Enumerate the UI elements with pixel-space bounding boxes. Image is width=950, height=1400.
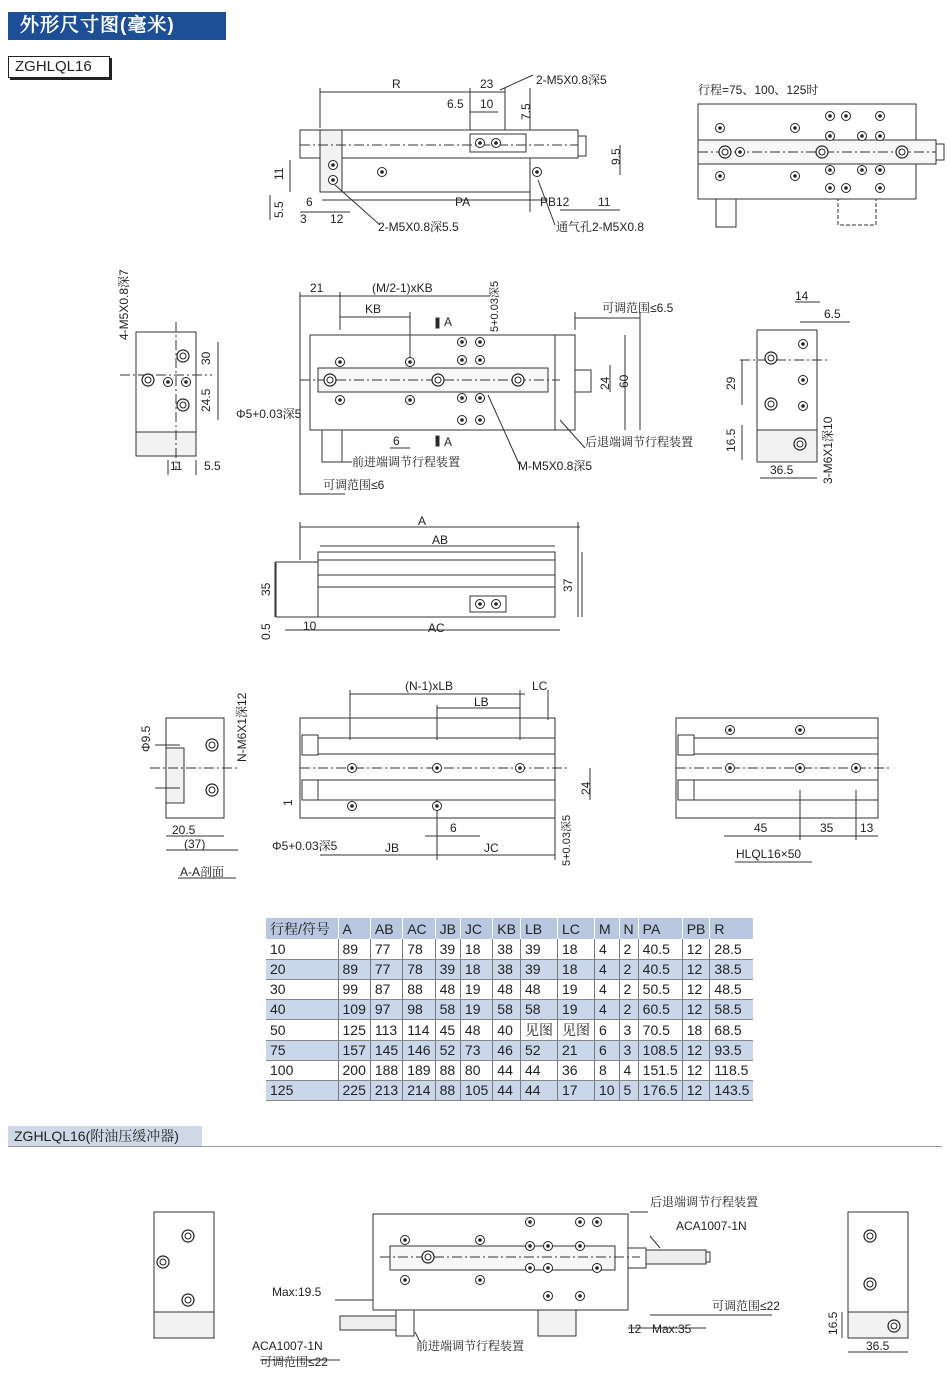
- table-cell: 12: [682, 939, 710, 959]
- table-cell: 118.5: [710, 1060, 754, 1080]
- table-cell: 88: [435, 1080, 460, 1100]
- table-cell: 97: [370, 999, 402, 1019]
- table-header-cell: AB: [370, 918, 402, 939]
- table-cell: 58.5: [710, 999, 754, 1019]
- svg-text:16.5: 16.5: [826, 1311, 840, 1335]
- svg-text:5+0.03深5: 5+0.03深5: [561, 814, 573, 866]
- svg-text:2-M5X0.8深5: 2-M5X0.8深5: [536, 73, 607, 87]
- table-cell: 39: [520, 939, 557, 959]
- table-cell: 5: [619, 1080, 638, 1100]
- table-cell: 78: [403, 939, 435, 959]
- svg-text:可调范围≤22: 可调范围≤22: [712, 1299, 780, 1313]
- svg-text:PA: PA: [455, 195, 471, 209]
- table-cell: 52: [435, 1040, 460, 1060]
- svg-text:30: 30: [199, 351, 213, 365]
- svg-text:4-M5X0.8深7: 4-M5X0.8深7: [117, 269, 131, 340]
- table-cell: 3: [619, 1040, 638, 1060]
- table-body: [266, 939, 753, 1100]
- svg-text:A: A: [444, 315, 453, 329]
- table-cell: 18: [682, 1019, 710, 1040]
- table-cell: 98: [403, 999, 435, 1019]
- svg-text:Φ5+0.03深5: Φ5+0.03深5: [272, 839, 338, 853]
- svg-text:Max:19.5: Max:19.5: [272, 1285, 322, 1299]
- table-cell: 225: [338, 1080, 370, 1100]
- table-cell: 36: [557, 1060, 594, 1080]
- table-cell: 48: [520, 979, 557, 999]
- table-cell: 113: [370, 1019, 402, 1040]
- svg-text:0.5: 0.5: [259, 623, 273, 640]
- table-row: [266, 959, 753, 979]
- table-cell: 18: [460, 939, 492, 959]
- svg-text:行程=75、100、125时: 行程=75、100、125时: [698, 83, 819, 97]
- table-cell: 93.5: [710, 1040, 754, 1060]
- table-header-cell: PB: [682, 918, 710, 939]
- side-view: [275, 522, 582, 630]
- table-cell: 58: [520, 999, 557, 1019]
- svg-text:JC: JC: [484, 841, 499, 855]
- svg-text:24: 24: [579, 781, 593, 795]
- top-plan-view: [698, 104, 944, 227]
- svg-text:35: 35: [820, 821, 834, 835]
- svg-text:A-A剖面: A-A剖面: [180, 865, 225, 879]
- svg-text:Φ9.5: Φ9.5: [139, 725, 153, 752]
- buffer-plan-view: [260, 1212, 772, 1360]
- svg-text:A: A: [418, 514, 427, 528]
- table-cell: 48: [493, 979, 521, 999]
- svg-text:24: 24: [598, 376, 612, 390]
- svg-text:ACA1007-1N: ACA1007-1N: [252, 1339, 323, 1353]
- svg-text:可调范围≤6.5: 可调范围≤6.5: [602, 301, 674, 315]
- table-cell: 50.5: [638, 979, 682, 999]
- table-cell: 125: [338, 1019, 370, 1040]
- svg-text:JB: JB: [385, 841, 400, 855]
- svg-text:AC: AC: [428, 621, 445, 635]
- table-cell: 12: [682, 959, 710, 979]
- table-cell: 88: [435, 1060, 460, 1080]
- svg-text:前进端调节行程装置: 前进端调节行程装置: [416, 1339, 525, 1353]
- svg-text:16.5: 16.5: [724, 428, 738, 452]
- table-cell: 18: [460, 959, 492, 979]
- table-cell: 2: [619, 939, 638, 959]
- svg-text:6: 6: [306, 195, 313, 209]
- table-cell: 157: [338, 1040, 370, 1060]
- table-cell: 125: [266, 1080, 338, 1100]
- table-cell: 39: [520, 959, 557, 979]
- table-cell: 189: [403, 1060, 435, 1080]
- table-cell: 4: [619, 1060, 638, 1080]
- svg-text:60: 60: [617, 374, 631, 388]
- svg-text:1: 1: [281, 799, 295, 806]
- table-cell: 48.5: [710, 979, 754, 999]
- svg-text:LC: LC: [532, 679, 548, 693]
- svg-text:14: 14: [795, 289, 809, 303]
- table-cell: 176.5: [638, 1080, 682, 1100]
- svg-text:A: A: [444, 435, 453, 449]
- svg-text:6: 6: [450, 821, 457, 835]
- table-cell: 48: [435, 979, 460, 999]
- svg-text:3: 3: [300, 212, 307, 226]
- table-cell: 44: [520, 1060, 557, 1080]
- table-cell: 40.5: [638, 939, 682, 959]
- table-cell: 70.5: [638, 1019, 682, 1040]
- table-row: [266, 979, 753, 999]
- table-cell: 18: [557, 939, 594, 959]
- table-cell: 87: [370, 979, 402, 999]
- dimension-table: [266, 918, 753, 1101]
- table-cell: 44: [520, 1080, 557, 1100]
- table-cell: 108.5: [638, 1040, 682, 1060]
- table-cell: 200: [338, 1060, 370, 1080]
- table-cell: 17: [557, 1080, 594, 1100]
- table-cell: 2: [619, 979, 638, 999]
- table-cell: 77: [370, 959, 402, 979]
- svg-text:M-M5X0.8深5: M-M5X0.8深5: [518, 459, 593, 473]
- table-cell: 99: [338, 979, 370, 999]
- table-cell: 28.5: [710, 939, 754, 959]
- table-cell: 52: [520, 1040, 557, 1060]
- svg-text:20.5: 20.5: [172, 823, 196, 837]
- table-row: [266, 1040, 753, 1060]
- table-cell: 38: [493, 959, 521, 979]
- table-cell: 6: [594, 1040, 619, 1060]
- svg-text:12: 12: [628, 1322, 642, 1336]
- table-cell: 12: [682, 979, 710, 999]
- svg-text:11: 11: [272, 167, 286, 180]
- svg-text:36.5: 36.5: [866, 1339, 890, 1353]
- svg-text:37: 37: [561, 578, 575, 592]
- svg-text:ACA1007-1N: ACA1007-1N: [676, 1219, 747, 1233]
- table-cell: 4: [594, 959, 619, 979]
- table-cell: 10: [594, 1080, 619, 1100]
- table-header-cell: LB: [520, 918, 557, 939]
- table-cell: 40: [266, 999, 338, 1019]
- svg-text:LB: LB: [474, 695, 489, 709]
- table-cell: 38: [493, 939, 521, 959]
- table-cell: 12: [682, 1060, 710, 1080]
- svg-text:通气孔2-M5X0.8: 通气孔2-M5X0.8: [556, 220, 645, 234]
- table-cell: 40: [493, 1019, 521, 1040]
- divider: [8, 1146, 942, 1147]
- table-cell: 12: [682, 1080, 710, 1100]
- table-header-cell: N: [619, 918, 638, 939]
- table-header-cell: 行程/符号: [266, 918, 338, 939]
- svg-text:PB12: PB12: [540, 195, 570, 209]
- model-label-buffer: ZGHLQL16(附油压缓冲器): [8, 1126, 202, 1146]
- svg-text:KB: KB: [365, 302, 382, 316]
- svg-text:AB: AB: [432, 533, 449, 547]
- svg-text:45: 45: [754, 821, 768, 835]
- svg-text:后退端调节行程装置: 后退端调节行程装置: [585, 435, 694, 449]
- table-cell: 146: [403, 1040, 435, 1060]
- table-cell: 46: [493, 1040, 521, 1060]
- table-row: [266, 939, 753, 959]
- table-cell: 12: [682, 1040, 710, 1060]
- table-cell: 50: [266, 1019, 338, 1040]
- table-cell: 39: [435, 959, 460, 979]
- table-cell: 188: [370, 1060, 402, 1080]
- svg-text:11: 11: [170, 459, 183, 473]
- svg-text:N-M6X1深12: N-M6X1深12: [235, 692, 249, 762]
- svg-text:24.5: 24.5: [199, 388, 213, 412]
- svg-text:Max:35: Max:35: [652, 1322, 692, 1336]
- svg-text:2-M5X0.8深5.5: 2-M5X0.8深5.5: [378, 220, 459, 234]
- table-cell: 19: [557, 999, 594, 1019]
- table-header-cell: R: [710, 918, 754, 939]
- table-header-cell: KB: [493, 918, 521, 939]
- svg-text:36.5: 36.5: [770, 463, 794, 477]
- table-cell: 214: [403, 1080, 435, 1100]
- svg-text:6: 6: [393, 434, 400, 448]
- svg-text:21: 21: [310, 281, 324, 295]
- table-cell: 21: [557, 1040, 594, 1060]
- table-cell: 6: [594, 1019, 619, 1040]
- table-cell: 58: [493, 999, 521, 1019]
- hlql-plan-view: [676, 718, 890, 862]
- table-cell: 145: [370, 1040, 402, 1060]
- table-cell: 10: [266, 939, 338, 959]
- svg-text:5+0.03深5: 5+0.03深5: [489, 280, 501, 332]
- svg-text:6.5: 6.5: [447, 97, 464, 111]
- table-cell: 2: [619, 959, 638, 979]
- table-cell: 58: [435, 999, 460, 1019]
- bottom-plan-view: [300, 690, 590, 860]
- svg-text:35: 35: [259, 582, 273, 596]
- svg-text:6.5: 6.5: [824, 307, 841, 321]
- table-cell: 44: [493, 1080, 521, 1100]
- table-cell: 20: [266, 959, 338, 979]
- table-header-cell: A: [338, 918, 370, 939]
- svg-text:R: R: [392, 77, 401, 91]
- table-cell: 68.5: [710, 1019, 754, 1040]
- table-cell: 60.5: [638, 999, 682, 1019]
- svg-text:7.5: 7.5: [519, 103, 533, 120]
- table-cell: 151.5: [638, 1060, 682, 1080]
- svg-text:可调范围≤6: 可调范围≤6: [323, 478, 385, 492]
- table-cell: 77: [370, 939, 402, 959]
- svg-text:10: 10: [480, 97, 494, 111]
- table-cell: 44: [493, 1060, 521, 1080]
- table-cell: 4: [594, 939, 619, 959]
- section-title: 外形尺寸图(毫米): [8, 12, 226, 40]
- svg-text:12: 12: [330, 212, 344, 226]
- table-cell: 19: [557, 979, 594, 999]
- svg-text:HLQL16×50: HLQL16×50: [736, 847, 802, 861]
- table-cell: 78: [403, 959, 435, 979]
- svg-text:Φ5+0.03深5: Φ5+0.03深5: [236, 407, 302, 421]
- table-cell: 109: [338, 999, 370, 1019]
- table-cell: 114: [403, 1019, 435, 1040]
- section-view-aa: [150, 718, 240, 878]
- table-header-cell: AC: [403, 918, 435, 939]
- table-header-cell: LC: [557, 918, 594, 939]
- table-cell: 12: [682, 999, 710, 1019]
- table-header-row: [266, 918, 753, 939]
- table-row: [266, 1060, 753, 1080]
- table-header-cell: PA: [638, 918, 682, 939]
- table-header-cell: M: [594, 918, 619, 939]
- table-row: [266, 1019, 753, 1040]
- table-cell: 75: [266, 1040, 338, 1060]
- svg-text:后退端调节行程装置: 后退端调节行程装置: [650, 1195, 759, 1209]
- table-cell: 19: [460, 999, 492, 1019]
- svg-text:可调范围≤22: 可调范围≤22: [260, 1355, 328, 1369]
- table-cell: 45: [435, 1019, 460, 1040]
- table-cell: 100: [266, 1060, 338, 1080]
- table-cell: 89: [338, 959, 370, 979]
- table-cell: 18: [557, 959, 594, 979]
- table-header-cell: JB: [435, 918, 460, 939]
- table-header-cell: JC: [460, 918, 492, 939]
- svg-text:前进端调节行程装置: 前进端调节行程装置: [352, 455, 461, 469]
- table-cell: 3: [619, 1019, 638, 1040]
- table-cell: 143.5: [710, 1080, 754, 1100]
- table-cell: 4: [594, 979, 619, 999]
- table-cell: 4: [594, 999, 619, 1019]
- table-cell: 40.5: [638, 959, 682, 979]
- table-cell: 89: [338, 939, 370, 959]
- table-cell: 2: [619, 999, 638, 1019]
- table-cell: 30: [266, 979, 338, 999]
- model-label: ZGHLQL16: [8, 56, 110, 78]
- table-cell: 73: [460, 1040, 492, 1060]
- table-cell: 39: [435, 939, 460, 959]
- table-cell: 19: [460, 979, 492, 999]
- table-cell: 38.5: [710, 959, 754, 979]
- table-cell: 48: [460, 1019, 492, 1040]
- table-cell: 88: [403, 979, 435, 999]
- svg-text:29: 29: [724, 376, 738, 390]
- table-cell: 见图: [557, 1019, 594, 1040]
- svg-text:9.5: 9.5: [609, 148, 623, 165]
- table-cell: 213: [370, 1080, 402, 1100]
- svg-text:3-M6X1深10: 3-M6X1深10: [821, 416, 835, 484]
- table-row: [266, 1080, 753, 1100]
- svg-text:(N-1)xLB: (N-1)xLB: [405, 679, 454, 693]
- svg-text:10: 10: [303, 619, 317, 633]
- svg-text:11: 11: [598, 195, 611, 209]
- svg-text:13: 13: [860, 821, 874, 835]
- table-cell: 80: [460, 1060, 492, 1080]
- svg-text:(37): (37): [184, 837, 206, 851]
- svg-text:23: 23: [480, 77, 494, 91]
- table-cell: 8: [594, 1060, 619, 1080]
- svg-text:5.5: 5.5: [204, 459, 221, 473]
- svg-text:(M/2-1)xKB: (M/2-1)xKB: [372, 281, 433, 295]
- table-row: [266, 999, 753, 1019]
- table-cell: 105: [460, 1080, 492, 1100]
- table-cell: 见图: [520, 1019, 557, 1040]
- svg-text:5.5: 5.5: [272, 201, 286, 218]
